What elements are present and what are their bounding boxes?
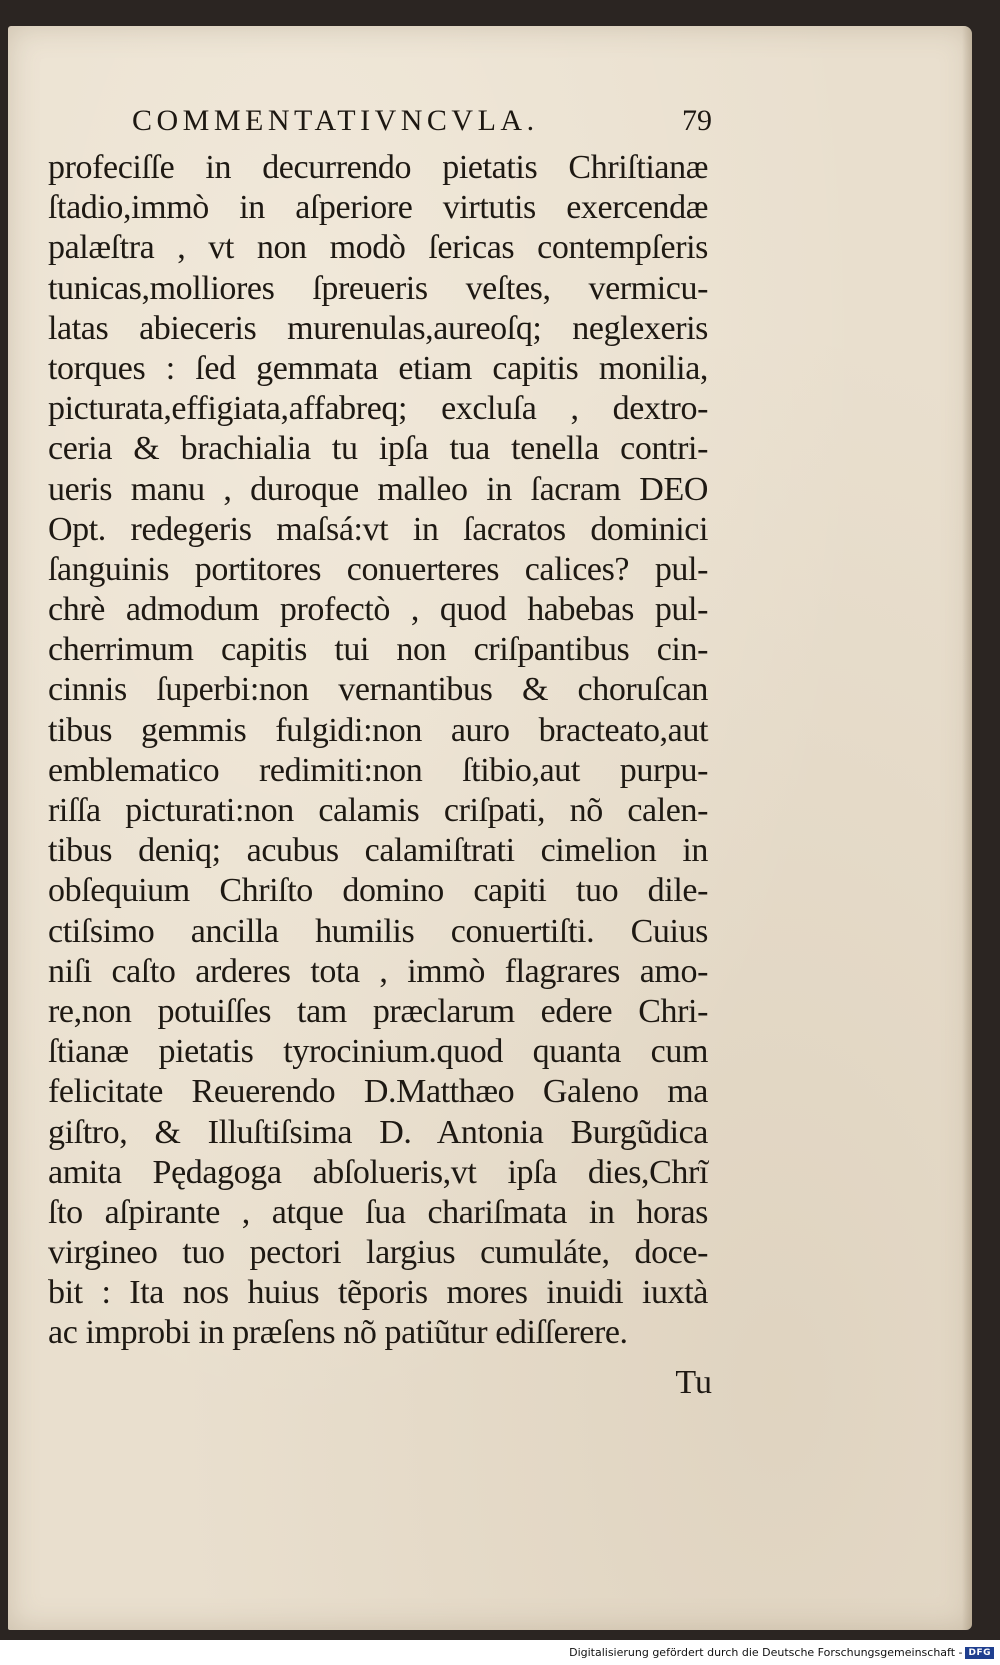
page-number: 79 bbox=[682, 104, 712, 137]
text-line: emblematico redimiti:non ſtibio,aut purpu- bbox=[48, 751, 708, 789]
digitization-credit bbox=[569, 1646, 994, 1659]
text-line: tibus gemmis fulgidi:non auro bracteato,aut bbox=[48, 711, 708, 749]
text-line: cherrimum capitis tui non criſpantibus cin- bbox=[48, 631, 708, 669]
text-line: riſſa picturati:non calamis criſpati, nõ calen- bbox=[48, 792, 708, 829]
text-line: ſto aſpirante , atque ſua chariſmata in horas bbox=[48, 1193, 708, 1231]
dfg-logo: DFG bbox=[965, 1647, 994, 1659]
text-line: obſequium Chriſto domino capiti tuo dile- bbox=[48, 872, 708, 910]
running-title: COMMENTATIVNCVLA. bbox=[132, 104, 539, 137]
text-line: cinnis ſuperbi:non vernantibus & choruſcan bbox=[48, 671, 708, 709]
text-line: ueris manu , duroque malleo in ſacram DEO bbox=[48, 470, 708, 508]
text-line: amita Pędagoga abſolueris,vt ipſa dies,Chrĩ bbox=[48, 1153, 708, 1191]
text-line: bit : Ita nos huius tẽporis mores inuidi iuxtà bbox=[48, 1274, 708, 1312]
text-line: picturata,effigiata,affabreq; excluſa , dextro- bbox=[48, 390, 708, 428]
text-line: re,non potuiſſes tam præclarum edere Chri- bbox=[48, 992, 708, 1030]
text-line: ſtadio,immò in aſperiore virtutis exercendæ bbox=[48, 189, 708, 227]
text-line: Opt. redegeris maſsá:vt in ſacratos dominici bbox=[48, 510, 708, 548]
catchword: Tu bbox=[675, 1364, 712, 1401]
text-line: giſtro, & Illuſtiſsima D. Antonia Burgũdica bbox=[48, 1113, 708, 1151]
text-line: ctiſsimo ancilla humilis conuertiſti. Cuius bbox=[48, 912, 708, 950]
text-line: palæſtra , vt non modò ſericas contempſeris bbox=[48, 229, 708, 267]
text-line: tunicas,molliores ſpreueris veſtes, vermicu- bbox=[48, 269, 708, 307]
running-head bbox=[132, 104, 712, 148]
text-line: virgineo tuo pectori largius cumuláte, doce- bbox=[48, 1234, 708, 1272]
text-line: tibus deniq; acubus calamiſtrati cimelion in bbox=[48, 832, 708, 870]
text-line: profeciſſe in decurrendo pietatis Chriſtianæ bbox=[48, 149, 708, 186]
text-line: ceria & brachialia tu ipſa tua tenella contri- bbox=[48, 430, 708, 468]
text-line: niſi caſto arderes tota , immò flagrares amo- bbox=[48, 952, 708, 990]
text-line: chrè admodum profectò , quod habebas pul- bbox=[48, 591, 708, 629]
body-text bbox=[48, 148, 708, 1354]
text-line: ſanguinis portitores conuerteres calices? pul- bbox=[48, 550, 708, 588]
text-line: felicitate Reuerendo D.Matthæo Galeno ma bbox=[48, 1073, 708, 1111]
page-edge bbox=[962, 26, 972, 1630]
text-line: torques : ſed gemmata etiam capitis monilia, bbox=[48, 349, 708, 387]
text-line: ſtianæ pietatis tyrocinium.quod quanta cum bbox=[48, 1033, 708, 1071]
text-line: latas abieceris murenulas,aureoſq; neglexeris bbox=[48, 309, 708, 347]
credit-text: Digitalisierung gefördert durch die Deutsche Forschungsgemeinschaft - bbox=[569, 1646, 963, 1659]
text-line: ac improbi in præſens nõ patiũtur ediſſerere. bbox=[48, 1314, 628, 1352]
